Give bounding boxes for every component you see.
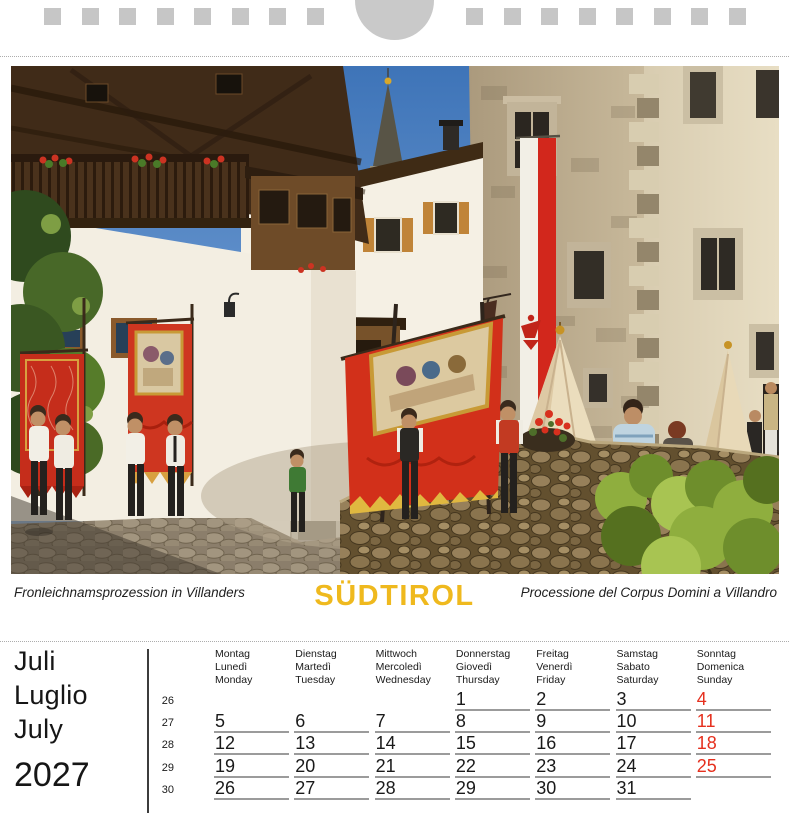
date-cell: 3	[616, 689, 691, 711]
date-cell: 23	[535, 756, 610, 778]
week-number: 28	[161, 739, 174, 752]
week-number: 29	[161, 761, 174, 774]
date-cell: 8	[455, 711, 530, 733]
date-cell: 1	[455, 689, 530, 711]
date-cell: 16	[535, 733, 610, 755]
week-number: 27	[161, 716, 174, 729]
caption-left: Fronleichnamsprozession in Villanders	[14, 585, 245, 600]
month-name-de: Juli	[14, 646, 56, 676]
date-cell: 29	[455, 778, 530, 800]
date-cell: 12	[214, 733, 289, 755]
day-header-thursday: Donnerstag Giovedì Thursday	[455, 648, 511, 686]
date-cell: 18	[696, 733, 771, 755]
date-cell: 7	[375, 711, 450, 733]
date-cell: 10	[616, 711, 691, 733]
month-name-en: July	[14, 714, 64, 744]
day-header-friday: Freitag Venerdì Friday	[536, 648, 573, 686]
date-cell: 14	[375, 733, 450, 755]
date-cell: 17	[616, 733, 691, 755]
date-cell: 26	[214, 778, 289, 800]
week-number: 30	[161, 784, 174, 797]
week-number: 26	[161, 694, 174, 707]
date-cell: 2	[535, 689, 610, 711]
date-cell: 27	[294, 778, 369, 800]
date-cell: 20	[294, 756, 369, 778]
date-cell: 24	[616, 756, 691, 778]
date-cell: 30	[535, 778, 610, 800]
day-header-tuesday: Dienstag Martedì Tuesday	[295, 648, 337, 686]
day-header-wednesday: Mittwoch Mercoledì Wednesday	[375, 648, 431, 686]
date-cell: 11	[696, 711, 771, 733]
date-cell: 9	[535, 711, 610, 733]
day-header-saturday: Samstag Sabato Saturday	[616, 648, 659, 686]
date-cell: 25	[696, 756, 771, 778]
date-cell: 22	[455, 756, 530, 778]
day-header-sunday: Sonntag Domenica Sunday	[696, 648, 745, 686]
date-cell: 19	[214, 756, 289, 778]
date-cell: 5	[214, 711, 289, 733]
date-cell: 21	[375, 756, 450, 778]
calendar-title: SÜDTIROL	[314, 580, 475, 612]
date-cell: 15	[455, 733, 530, 755]
date-cell: 13	[294, 733, 369, 755]
year: 2027	[14, 756, 90, 794]
date-cell: 6	[294, 711, 369, 733]
caption-right: Processione del Corpus Domini a Villandro	[520, 585, 777, 600]
month-name-it: Luglio	[14, 680, 88, 710]
date-cell: 28	[375, 778, 450, 800]
day-header-monday: Montag Lunedì Monday	[215, 648, 253, 686]
date-cell: 4	[696, 689, 771, 711]
date-cell: 31	[616, 778, 691, 800]
